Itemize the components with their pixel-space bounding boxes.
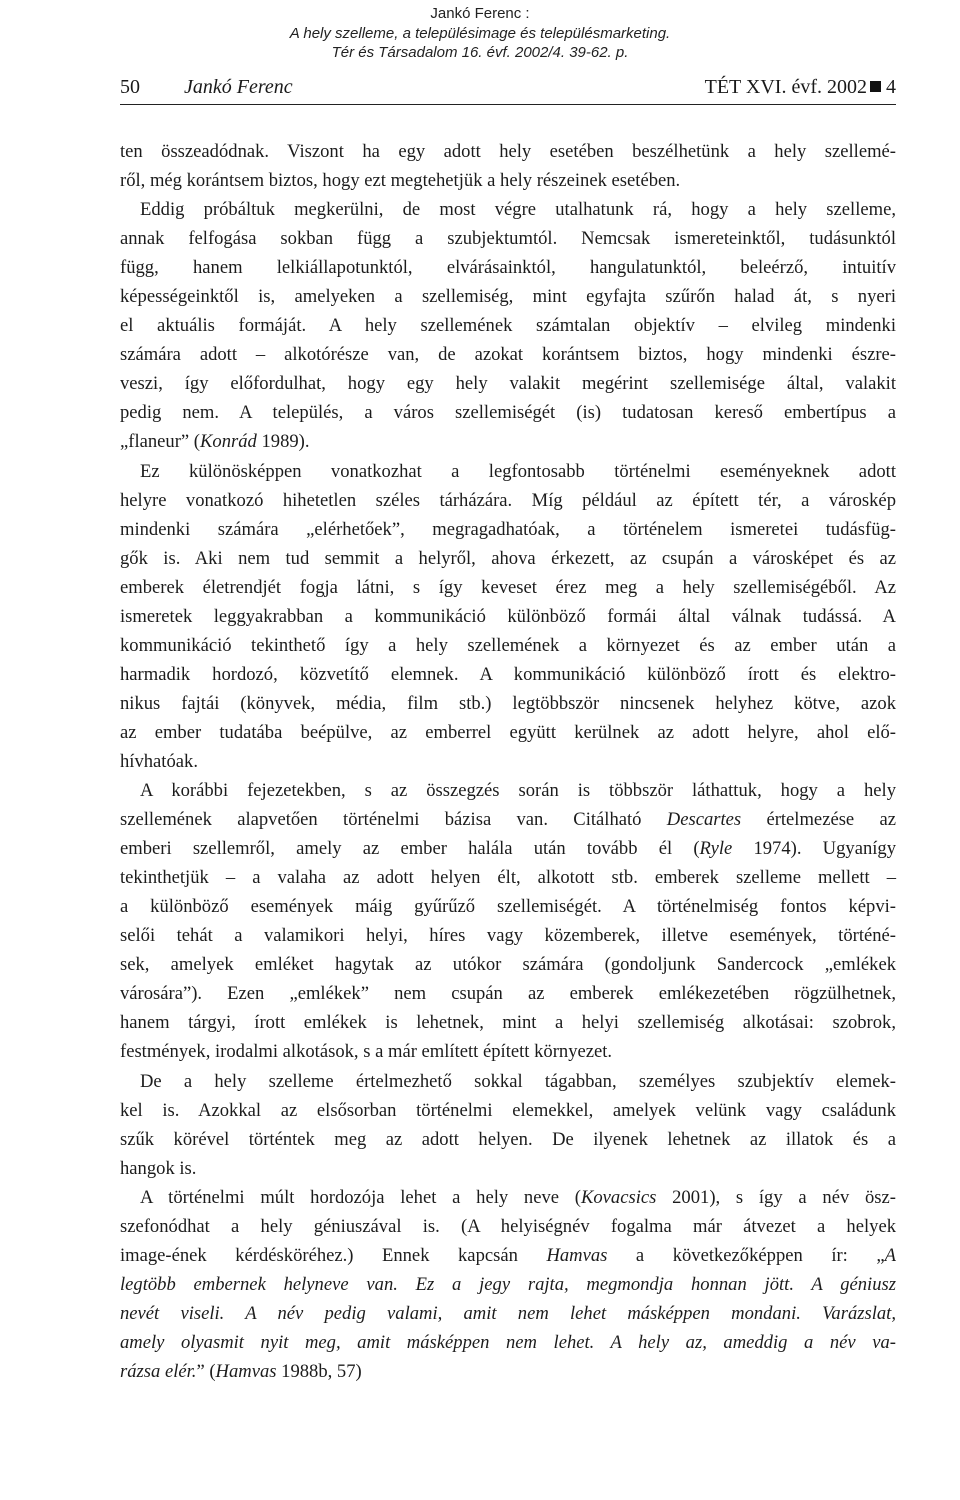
text-segment: szellemének alapvetően történelmi bázisa van. Citálható xyxy=(120,809,667,831)
text-segment: 1974). Ugyanígy xyxy=(732,838,897,860)
reference-author: Ryle xyxy=(699,838,733,860)
text-line: kommunikáció tekinthető így a hely szellemének a környezet és az ember után a xyxy=(120,634,896,656)
text-line xyxy=(120,805,896,834)
quotation-text: amely olyasmit nyit meg, amit másképpen nem lehet. A hely az, ameddig a név va- xyxy=(120,1331,896,1353)
paragraph-4 xyxy=(120,1067,896,1183)
quotation-text: A xyxy=(884,1244,896,1266)
text-line: gők is. Aki nem tud semmit a helyről, ahova érkezett, az csupán a városképet és az xyxy=(120,547,896,569)
text-line xyxy=(120,1241,896,1270)
text-segment: 2001), s így a név ösz- xyxy=(656,1186,896,1208)
square-bullet-icon xyxy=(870,81,881,92)
text-line: harmadik hordozó, közvetítő elemnek. A kommunikáció különböző írott és elektro- xyxy=(120,663,896,685)
text-line: az ember tudatába beépülve, az emberrel együtt kerülnek az adott helyre, ahol elő- xyxy=(120,721,896,743)
quotation-line xyxy=(120,1270,896,1299)
journal-name: TÉT XVI. évf. 2002 xyxy=(704,76,867,98)
text-line: emberek életrendjét fogja látni, s így keveset érez meg a hely szellemiségéből. Az xyxy=(120,576,896,598)
text-line: veszi, így előfordulhat, hogy egy hely valakit megérint szellemisége által, valakit xyxy=(120,373,896,395)
text-line xyxy=(120,427,896,456)
text-line: selői tehát a valamikori helyi, híres vagy közemberek, illetve események, történé- xyxy=(120,925,896,947)
reference-author: Kovacsics xyxy=(580,1186,657,1208)
text-line: hangok is. xyxy=(120,1157,197,1179)
text-line: ről, még korántsem biztos, hogy ezt megtehetjük a hely részeinek esetében. xyxy=(120,170,681,192)
text-line: tekinthetjük – a valaha az adott helyen élt, alkotott stb. emberek szelleme mellett – xyxy=(120,867,896,889)
text-line: De a hely szelleme értelmezhető sokkal tágabban, személyes szubjektív elemek- xyxy=(140,1070,896,1092)
text-line: városára”). Ezen „emlékek” nem csupán az emberek emlékezetében rögzülhetnek, xyxy=(120,983,896,1005)
citation-author: Jankó Ferenc : xyxy=(430,5,530,22)
text-segment: 1989). xyxy=(256,431,310,453)
text-line xyxy=(120,1357,896,1386)
article-body xyxy=(120,137,896,1386)
text-line: ismeretek leggyakrabban a kommunikáció különböző formái által válnak tudássá. A xyxy=(120,605,896,627)
text-segment: image-ének kérdésköréhez.) Ennek kapcsán xyxy=(120,1244,547,1266)
paragraph-3 xyxy=(120,776,896,1066)
text-line: a különböző események máig gyűrűző szellemiségét. A történelmiség fontos képvi- xyxy=(120,896,896,918)
text-line: nikus fajtái (könyvek, média, film stb.) legtöbbször nincsenek helyhez kötve, azok xyxy=(120,692,896,714)
text-segment: ” ( xyxy=(196,1360,216,1382)
text-line xyxy=(120,834,896,863)
citation-source: Tér és Társadalom 16. évf. 2002/4. 39-62. p. xyxy=(331,44,629,61)
running-head xyxy=(120,74,896,105)
text-line: szefonódhat a hely géniuszával is. (A helyiségnév fogalma már átvezet a helyek xyxy=(120,1215,896,1237)
text-segment: a következőképpen ír: „ xyxy=(607,1244,885,1266)
text-line: hanem tárgyi, írott emlékek is lehetnek, mint a helyi szellemiség alkotásai: szobrok, xyxy=(120,1012,896,1034)
text-segment: „flaneur” ( xyxy=(120,431,200,453)
paragraph-2 xyxy=(120,457,896,777)
text-line: annak felfogása sokban függ a szubjektumtól. Nemcsak ismereteinktől, tudásunktól xyxy=(120,228,896,250)
text-line: függ, hanem lelkiállapotunktól, elvárásainktól, hangulatunktól, beleérző, intuitív xyxy=(120,257,896,279)
quotation-line xyxy=(120,1328,896,1357)
text-line: festmények, irodalmi alkotások, s a már említett épített környezet. xyxy=(120,1041,613,1063)
text-segment: 1988b, 57) xyxy=(276,1360,362,1382)
running-head-author: Jankó Ferenc xyxy=(184,76,293,98)
quotation-text: nevét viseli. A név pedig valami, amit nem lehet másképpen mondani. Varázslat, xyxy=(120,1302,896,1324)
text-line: képességeinktől is, amelyeken a szellemiség, mint egyfajta szűrőn halad át, s nyeri xyxy=(120,286,896,308)
text-segment: értelmezése az xyxy=(741,809,896,831)
text-segment: emberi szellemről, amely az ember halála után tovább él ( xyxy=(120,838,700,860)
text-line: Ez különösképpen vonatkozhat a legfontosabb történelmi eseményeknek adott xyxy=(140,460,896,482)
text-line: szűk körével történtek meg az adott helyen. De ilyenek lehetnek az illatok és a xyxy=(120,1128,896,1150)
text-line: kel is. Azokkal az elsősorban történelmi elemekkel, amelyek velünk vagy családunk xyxy=(120,1099,896,1121)
reference-author: Hamvas xyxy=(215,1360,277,1382)
citation-title: A hely szelleme, a településimage és településmarketing. xyxy=(289,24,671,42)
text-line: Eddig próbáltuk megkerülni, de most végre utalhatunk rá, hogy a hely szelleme, xyxy=(140,199,896,221)
text-line: el aktuális formáját. A hely szellemének számtalan objektív – elvileg mindenki xyxy=(120,315,896,337)
text-line: helyre vonatkozó hihetetlen széles tárházára. Míg például az épített tér, a városkép xyxy=(120,489,896,511)
text-line: sek, amelyek emléket hagytak az utókor számára (gondoljunk Sandercock „emlékek xyxy=(120,954,896,976)
text-line: ten összeadódnak. Viszont ha egy adott hely esetében beszélhetünk a hely szellemé- xyxy=(120,141,896,162)
text-line: pedig nem. A település, a város szellemiségét (is) tudatosan kereső embertípus a xyxy=(120,402,896,424)
text-line xyxy=(120,1183,896,1212)
paragraph-5 xyxy=(120,1183,896,1386)
issue-number: 4 xyxy=(886,76,896,98)
page-number: 50 xyxy=(120,76,140,98)
reference-author: Konrád xyxy=(200,431,257,453)
reference-author: Hamvas xyxy=(546,1244,608,1266)
reference-author: Descartes xyxy=(666,809,742,831)
text-line: hívhatóak. xyxy=(120,750,198,772)
text-line: számára adott – alkotórésze van, de azokat korántsem biztos, hogy mindenki észre- xyxy=(120,344,896,366)
text-line: A korábbi fejezetekben, s az összegzés során is többször láthattuk, hogy a hely xyxy=(140,780,896,802)
text-segment: A történelmi múlt hordozója lehet a hely neve ( xyxy=(140,1186,581,1208)
citation-block xyxy=(0,4,960,63)
quotation-line xyxy=(120,1299,896,1328)
quotation-text: legtöbb embernek helyneve van. Ez a jegy rajta, megmondja honnan jött. A géniusz xyxy=(120,1273,896,1295)
running-head-journal xyxy=(705,76,896,99)
text-line: mindenki számára „elérhetőek”, megragadhatóak, a történelem ismeretei tudásfüg- xyxy=(120,518,896,540)
quotation-text: rázsa elér. xyxy=(120,1360,197,1382)
paragraph-1 xyxy=(120,137,896,457)
